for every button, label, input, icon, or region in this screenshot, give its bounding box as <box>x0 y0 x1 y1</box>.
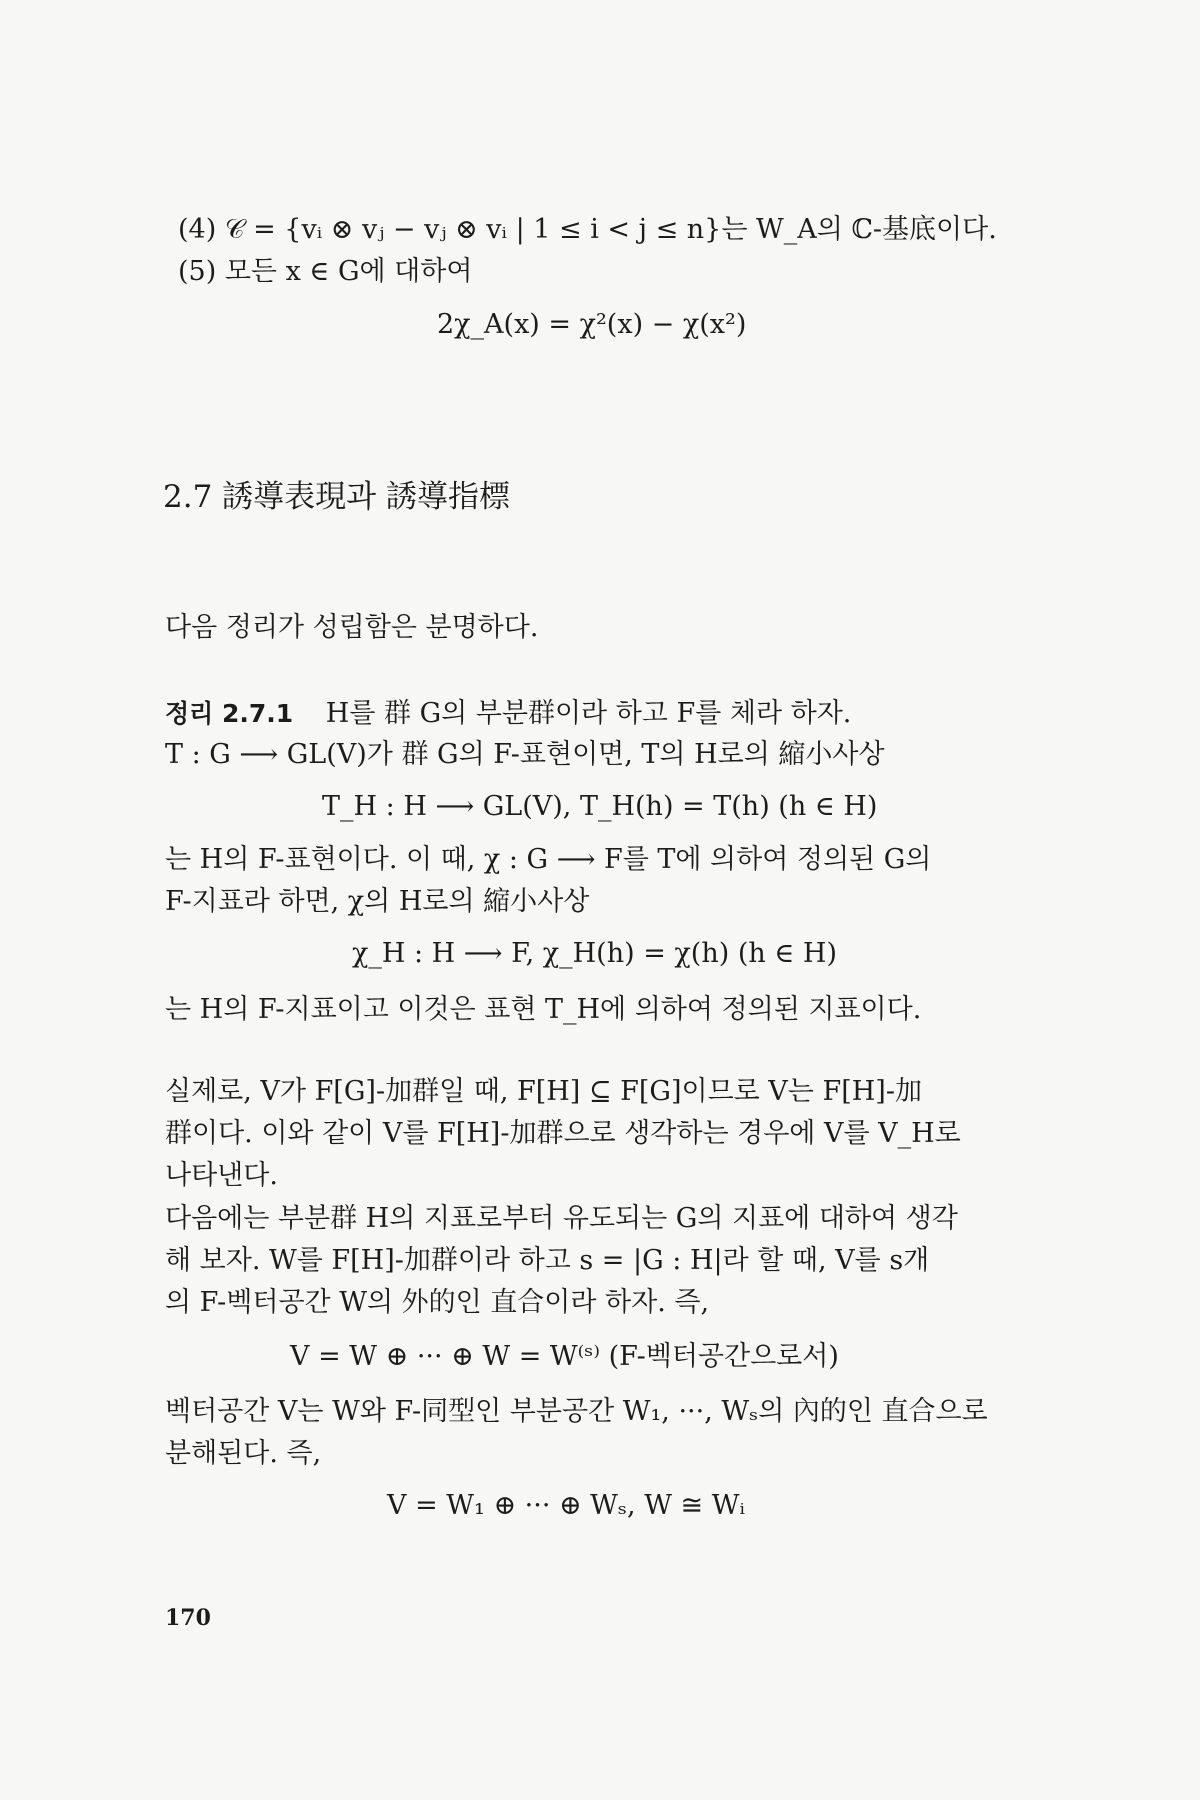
section-heading: 2.7 誘導表現과 誘導指標 <box>163 479 510 515</box>
equation-internal-direct-sum: V = W₁ ⊕ ··· ⊕ Wₛ, W ≅ Wᵢ <box>387 1490 745 1521</box>
paragraph-line: 해 보자. W를 F[H]-加群이라 하고 s = |G : H|라 할 때, V를 s개 <box>165 1245 930 1276</box>
list-item-4: (4) 𝒞 = {vᵢ ⊗ vⱼ − vⱼ ⊗ vᵢ | 1 ≤ i < j ≤ n}는 W_A의 ℂ-基底이다. <box>178 214 997 245</box>
equation-external-direct-sum: V = W ⊕ ··· ⊕ W = W⁽ˢ⁾ (F-벡터공간으로서) <box>290 1341 839 1372</box>
paragraph-line: T : G ⟶ GL(V)가 群 G의 F-표현이면, T의 H로의 縮小사상 <box>165 739 885 770</box>
equation-restricted-character: χ_H : H ⟶ F, χ_H(h) = χ(h) (h ∈ H) <box>352 938 837 969</box>
paragraph-line: 다음에는 부분群 H의 지표로부터 유도되는 G의 지표에 대하여 생각 <box>165 1203 958 1234</box>
paragraph-line: 다음 정리가 성립함은 분명하다. <box>165 612 539 643</box>
paragraph-line: 는 H의 F-지표이고 이것은 표현 T_H에 의하여 정의된 지표이다. <box>165 994 922 1025</box>
theorem-label: 정리 2.7.1 <box>165 699 294 728</box>
paragraph-line: 분해된다. 즉, <box>165 1438 322 1469</box>
paragraph-line: 나타낸다. <box>165 1160 278 1191</box>
equation-restriction-map: T_H : H ⟶ GL(V), T_H(h) = T(h) (h ∈ H) <box>322 791 878 822</box>
list-item-5: (5) 모든 x ∈ G에 대하여 <box>178 256 473 287</box>
paragraph-line: 는 H의 F-표현이다. 이 때, χ : G ⟶ F를 T에 의하여 정의된 G의 <box>165 844 932 875</box>
theorem-line <box>165 697 851 731</box>
paragraph-line: F-지표라 하면, χ의 H로의 縮小사상 <box>165 886 590 917</box>
paragraph-line: 실제로, V가 F[G]-加群일 때, F[H] ⊆ F[G]이므로 V는 F[H]-加 <box>165 1076 922 1107</box>
paragraph-line: 의 F-벡터공간 W의 外的인 直合이라 하자. 즉, <box>165 1287 710 1318</box>
page-number: 170 <box>165 1605 211 1631</box>
paragraph-line: 群이다. 이와 같이 V를 F[H]-加群으로 생각하는 경우에 V를 V_H로 <box>165 1118 961 1149</box>
equation-character-antisymmetric: 2χ_A(x) = χ²(x) − χ(x²) <box>437 309 747 340</box>
theorem-text: H를 群 G의 부분群이라 하고 F를 체라 하자. <box>325 698 852 729</box>
paragraph-line: 벡터공간 V는 W와 F-同型인 부분공간 W₁, ···, Wₛ의 內的인 直合으로 <box>165 1396 988 1427</box>
